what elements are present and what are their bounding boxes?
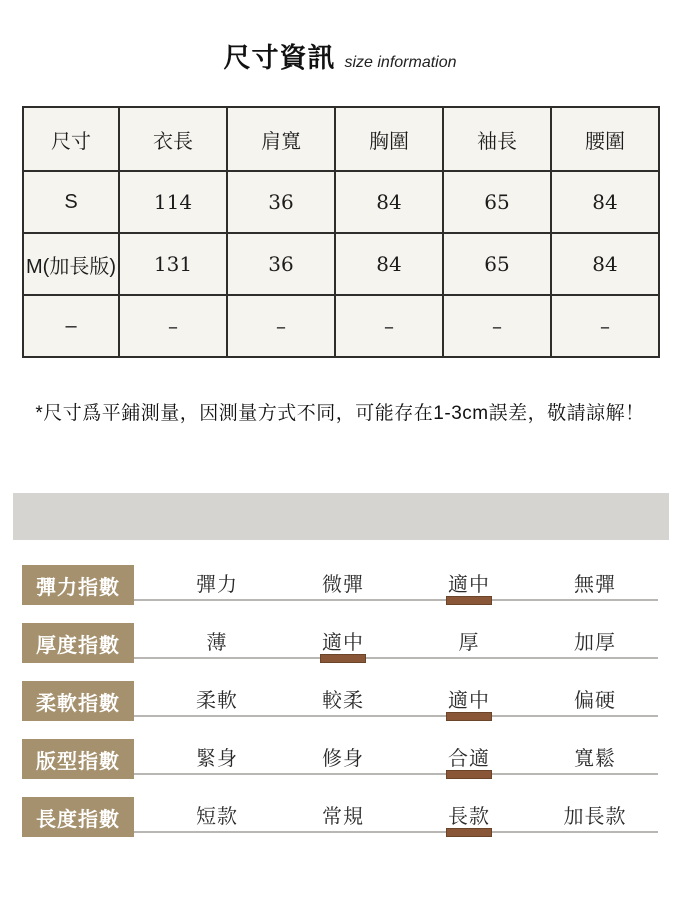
index-option: 短款 [196,805,238,828]
table-cell: 65 [443,233,551,295]
index-option-label: 適中 [322,631,364,654]
table-cell-size: M(加長版) [23,233,119,295]
index-option: 柔軟 [196,689,238,712]
index-option-label: 長款 [448,805,490,828]
table-row [23,171,659,233]
table-cell: – [443,295,551,357]
index-option: 較柔 [322,689,364,712]
index-option-label: 適中 [448,689,490,712]
page-title [0,36,680,75]
index-row-length [22,797,658,837]
table-cell: 84 [335,233,443,295]
table-cell: – [335,295,443,357]
table-row [23,233,659,295]
index-row-elasticity [22,565,658,605]
index-options [134,623,658,659]
index-option: 加長款 [563,805,627,828]
index-option: 彈力 [196,573,238,596]
index-options [134,797,658,833]
divider-bar [13,493,669,540]
index-option: 厚 [458,631,480,654]
table-cell: 84 [551,171,659,233]
index-option: 寬鬆 [574,747,616,770]
table-header-cell: 衣長 [119,107,227,171]
measurement-note: *尺寸爲平鋪測量，因測量方式不同，可能存在1-3cm誤差，敬請諒解！ [35,403,645,424]
index-options [134,739,658,775]
index-option: 修身 [322,747,364,770]
index-option-selected [406,797,532,831]
table-cell: 65 [443,171,551,233]
index-label: 厚度指數 [22,623,134,663]
table-cell: 84 [551,233,659,295]
table-cell: – [119,295,227,357]
table-cell: 84 [335,171,443,233]
table-cell: 131 [119,233,227,295]
index-option-selected [280,623,406,657]
table-header-cell: 肩寬 [227,107,335,171]
size-table-header-row [23,107,659,171]
table-cell: – [227,295,335,357]
index-option-selected [406,565,532,599]
table-cell: – [551,295,659,357]
index-option: 常規 [322,805,364,828]
size-table [22,106,660,358]
index-option: 薄 [206,631,228,654]
selected-marker [320,654,366,663]
selected-marker [446,828,492,837]
index-option: 微彈 [322,573,364,596]
page-title-zh: 尺寸資訊 [223,43,336,73]
index-options [134,565,658,601]
table-cell: 36 [227,233,335,295]
table-cell: 36 [227,171,335,233]
selected-marker [446,596,492,605]
index-row-softness [22,681,658,721]
table-header-cell: 胸圍 [335,107,443,171]
index-label: 版型指數 [22,739,134,779]
index-label: 長度指數 [22,797,134,837]
table-cell: 114 [119,171,227,233]
index-section [22,565,658,837]
table-cell-size: S [23,171,119,233]
index-label: 彈力指數 [22,565,134,605]
index-row-fit [22,739,658,779]
index-option-label: 適中 [448,573,490,596]
table-cell-size: – [23,295,119,357]
index-options [134,681,658,717]
index-label: 柔軟指數 [22,681,134,721]
table-header-cell: 尺寸 [23,107,119,171]
selected-marker [446,712,492,721]
index-option: 緊身 [196,747,238,770]
index-option: 偏硬 [574,689,616,712]
table-header-cell: 腰圍 [551,107,659,171]
selected-marker [446,770,492,779]
index-option: 無彈 [574,573,616,596]
index-option: 加厚 [574,631,616,654]
index-row-thickness [22,623,658,663]
table-header-cell: 袖長 [443,107,551,171]
page-title-en: size information [344,54,457,71]
index-option-label: 合適 [448,747,490,770]
index-option-selected [406,739,532,773]
table-row [23,295,659,357]
index-option-selected [406,681,532,715]
